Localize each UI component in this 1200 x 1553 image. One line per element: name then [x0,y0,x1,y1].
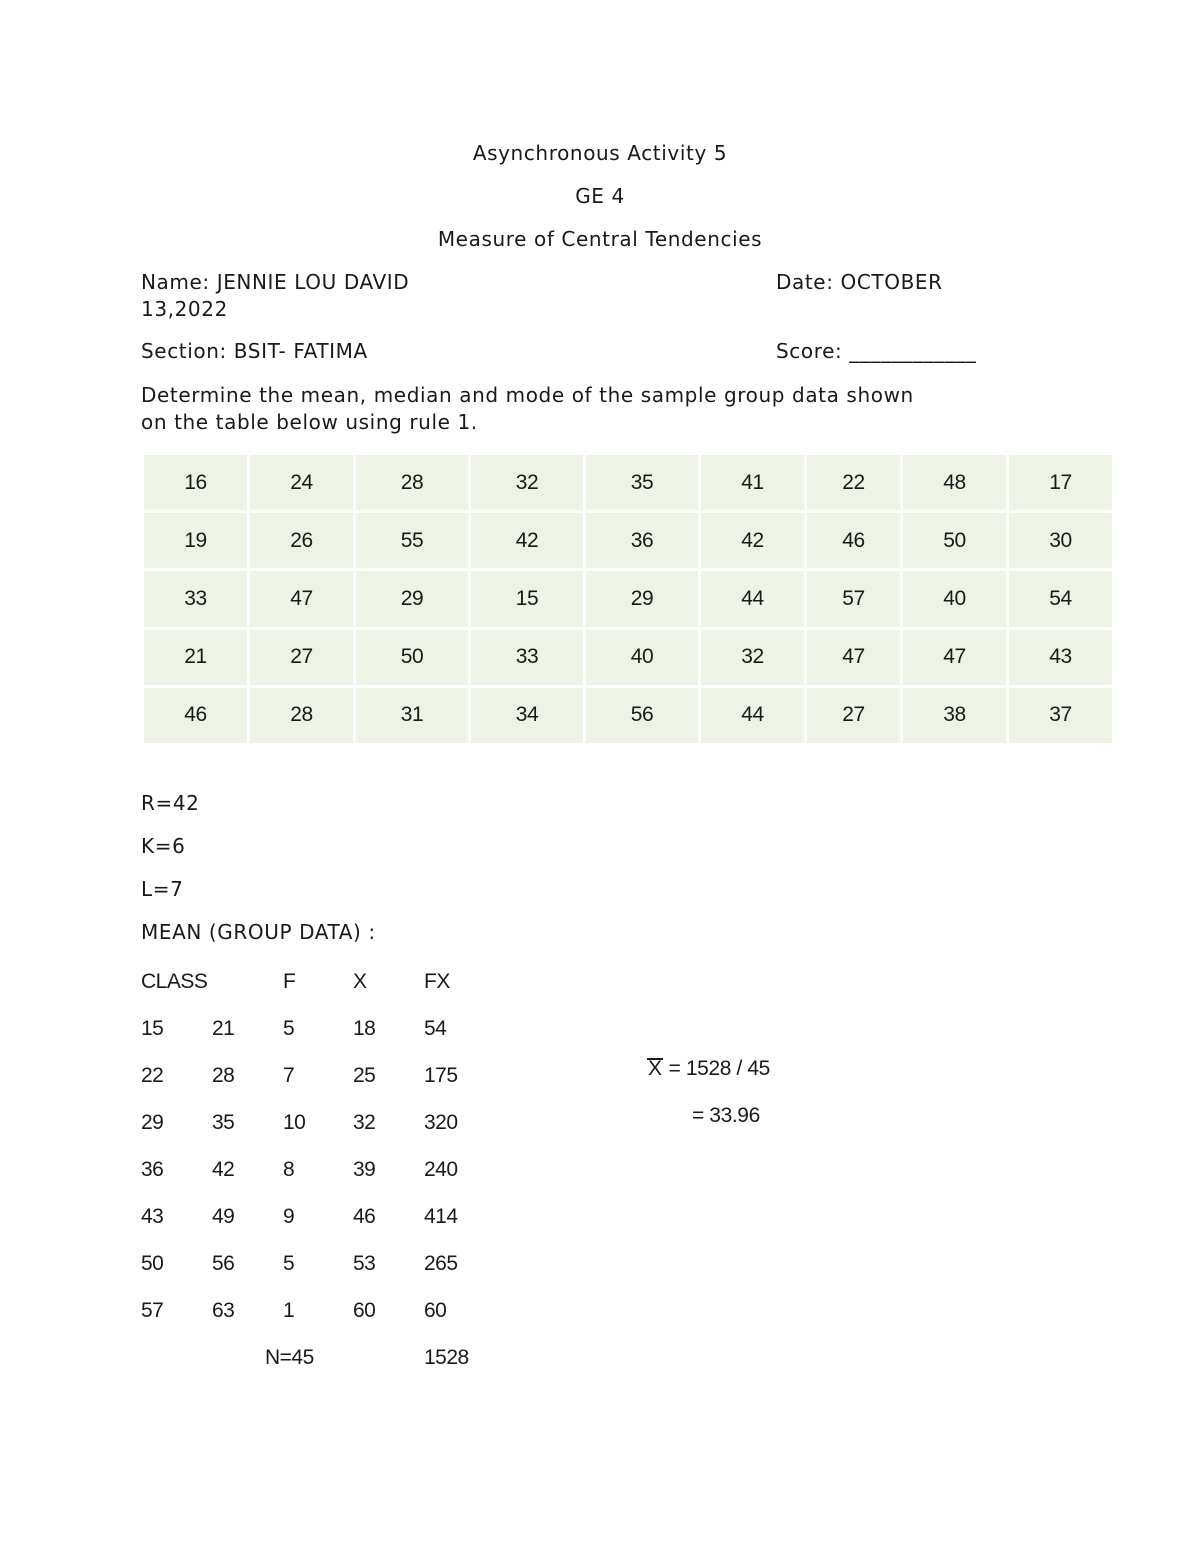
data-cell: 32 [470,454,585,512]
class-upper: 56 [212,1251,235,1275]
data-cell: 44 [700,686,806,744]
course-code: GE 4 [575,184,625,208]
range-value: R=42 [141,791,200,815]
fx-value: 175 [424,1063,458,1087]
data-cell: 32 [700,628,806,686]
class-header: CLASS [141,969,208,993]
data-row [143,512,1114,570]
data-row [143,454,1114,512]
class-lower: 29 [141,1110,164,1134]
table-row [141,1240,504,1287]
fx-value: 320 [424,1110,458,1134]
data-cell: 28 [355,454,470,512]
data-cell: 55 [355,512,470,570]
data-cell: 50 [902,512,1008,570]
data-cell: 29 [585,570,700,628]
data-cell: 46 [806,512,902,570]
document-subtitle: Measure of Central Tendencies [437,227,763,251]
data-cell: 22 [806,454,902,512]
data-row [143,686,1114,744]
data-cell: 21 [143,628,249,686]
frequency-table-header [141,958,504,1005]
data-cell: 54 [1008,570,1114,628]
data-cell: 26 [249,512,355,570]
frequency: 9 [283,1204,295,1228]
data-cell: 50 [355,628,470,686]
data-cell: 15 [470,570,585,628]
data-cell: 31 [355,686,470,744]
total-fx: 1528 [424,1345,469,1369]
data-cell: 57 [806,570,902,628]
sample-data-table [141,452,1115,746]
data-cell: 42 [470,512,585,570]
data-cell: 47 [249,570,355,628]
fx-value: 414 [424,1204,458,1228]
table-row [141,1099,504,1146]
data-cell: 29 [355,570,470,628]
data-cell: 42 [700,512,806,570]
class-lower: 57 [141,1298,164,1322]
data-cell: 46 [143,686,249,744]
data-cell: 19 [143,512,249,570]
table-row [141,1146,504,1193]
data-cell: 33 [470,628,585,686]
data-cell: 47 [806,628,902,686]
data-row [143,628,1114,686]
f-header: F [283,969,296,993]
class-lower: 50 [141,1251,164,1275]
x-header: X [353,969,367,993]
data-cell: 37 [1008,686,1114,744]
data-cell: 34 [470,686,585,744]
data-cell: 41 [700,454,806,512]
table-row [141,1193,504,1240]
data-cell: 17 [1008,454,1114,512]
midpoint: 25 [353,1063,376,1087]
data-cell: 30 [1008,512,1114,570]
total-spacer [141,1334,212,1381]
class-upper: 63 [212,1298,235,1322]
date-label: Date: OCTOBER [776,270,943,294]
class-count-value: K=6 [141,834,186,858]
midpoint: 18 [353,1016,376,1040]
class-upper: 49 [212,1204,235,1228]
data-cell: 43 [1008,628,1114,686]
table-row [141,1287,504,1334]
x-bar-symbol: X [648,1057,662,1080]
data-row [143,570,1114,628]
data-cell: 56 [585,686,700,744]
instructions-line-1: Determine the mean, median and mode of the sample group data shown [141,383,914,407]
frequency: 7 [283,1063,295,1087]
data-cell: 48 [902,454,1008,512]
data-cell: 16 [143,454,249,512]
mean-heading: MEAN (GROUP DATA) : [141,920,376,944]
mean-formula-eq1: = 1528 / 45 [668,1057,770,1080]
data-cell: 28 [249,686,355,744]
class-upper: 21 [212,1016,235,1040]
data-cell: 27 [806,686,902,744]
class-lower: 22 [141,1063,164,1087]
score-label: Score: ____________ [776,339,977,363]
midpoint: 60 [353,1298,376,1322]
instructions-line-2: on the table below using rule 1. [141,410,478,434]
mean-formula [647,1057,770,1081]
date-value: 13,2022 [141,297,228,321]
class-lower: 15 [141,1016,164,1040]
data-cell: 24 [249,454,355,512]
fx-value: 54 [424,1016,447,1040]
class-lower: 36 [141,1157,164,1181]
student-name: Name: JENNIE LOU DAVID [141,270,410,294]
data-cell: 47 [902,628,1008,686]
data-cell: 35 [585,454,700,512]
class-upper: 35 [212,1110,235,1134]
data-cell: 36 [585,512,700,570]
fx-value: 265 [424,1251,458,1275]
midpoint: 53 [353,1251,376,1275]
midpoint: 32 [353,1110,376,1134]
frequency: 5 [283,1016,295,1040]
class-upper: 42 [212,1157,235,1181]
data-cell: 44 [700,570,806,628]
data-cell: 38 [902,686,1008,744]
mean-result: = 33.96 [692,1104,760,1127]
frequency-total-row [141,1334,504,1381]
fx-header: FX [424,969,450,993]
frequency: 8 [283,1157,295,1181]
frequency: 10 [283,1110,306,1134]
midpoint: 46 [353,1204,376,1228]
table-row [141,1005,504,1052]
table-row [141,1052,504,1099]
total-spacer [353,1334,424,1381]
class-upper: 28 [212,1063,235,1087]
data-cell: 40 [585,628,700,686]
data-cell: 40 [902,570,1008,628]
total-n: N=45 [265,1345,314,1369]
data-cell: 33 [143,570,249,628]
fx-value: 60 [424,1298,447,1322]
midpoint: 39 [353,1157,376,1181]
frequency: 1 [283,1298,295,1322]
data-cell: 27 [249,628,355,686]
frequency-table [141,958,504,1381]
frequency: 5 [283,1251,295,1275]
fx-value: 240 [424,1157,458,1181]
class-width-value: L=7 [141,877,184,901]
document-title: Asynchronous Activity 5 [472,141,728,165]
section-label: Section: BSIT- FATIMA [141,339,368,363]
class-lower: 43 [141,1204,164,1228]
